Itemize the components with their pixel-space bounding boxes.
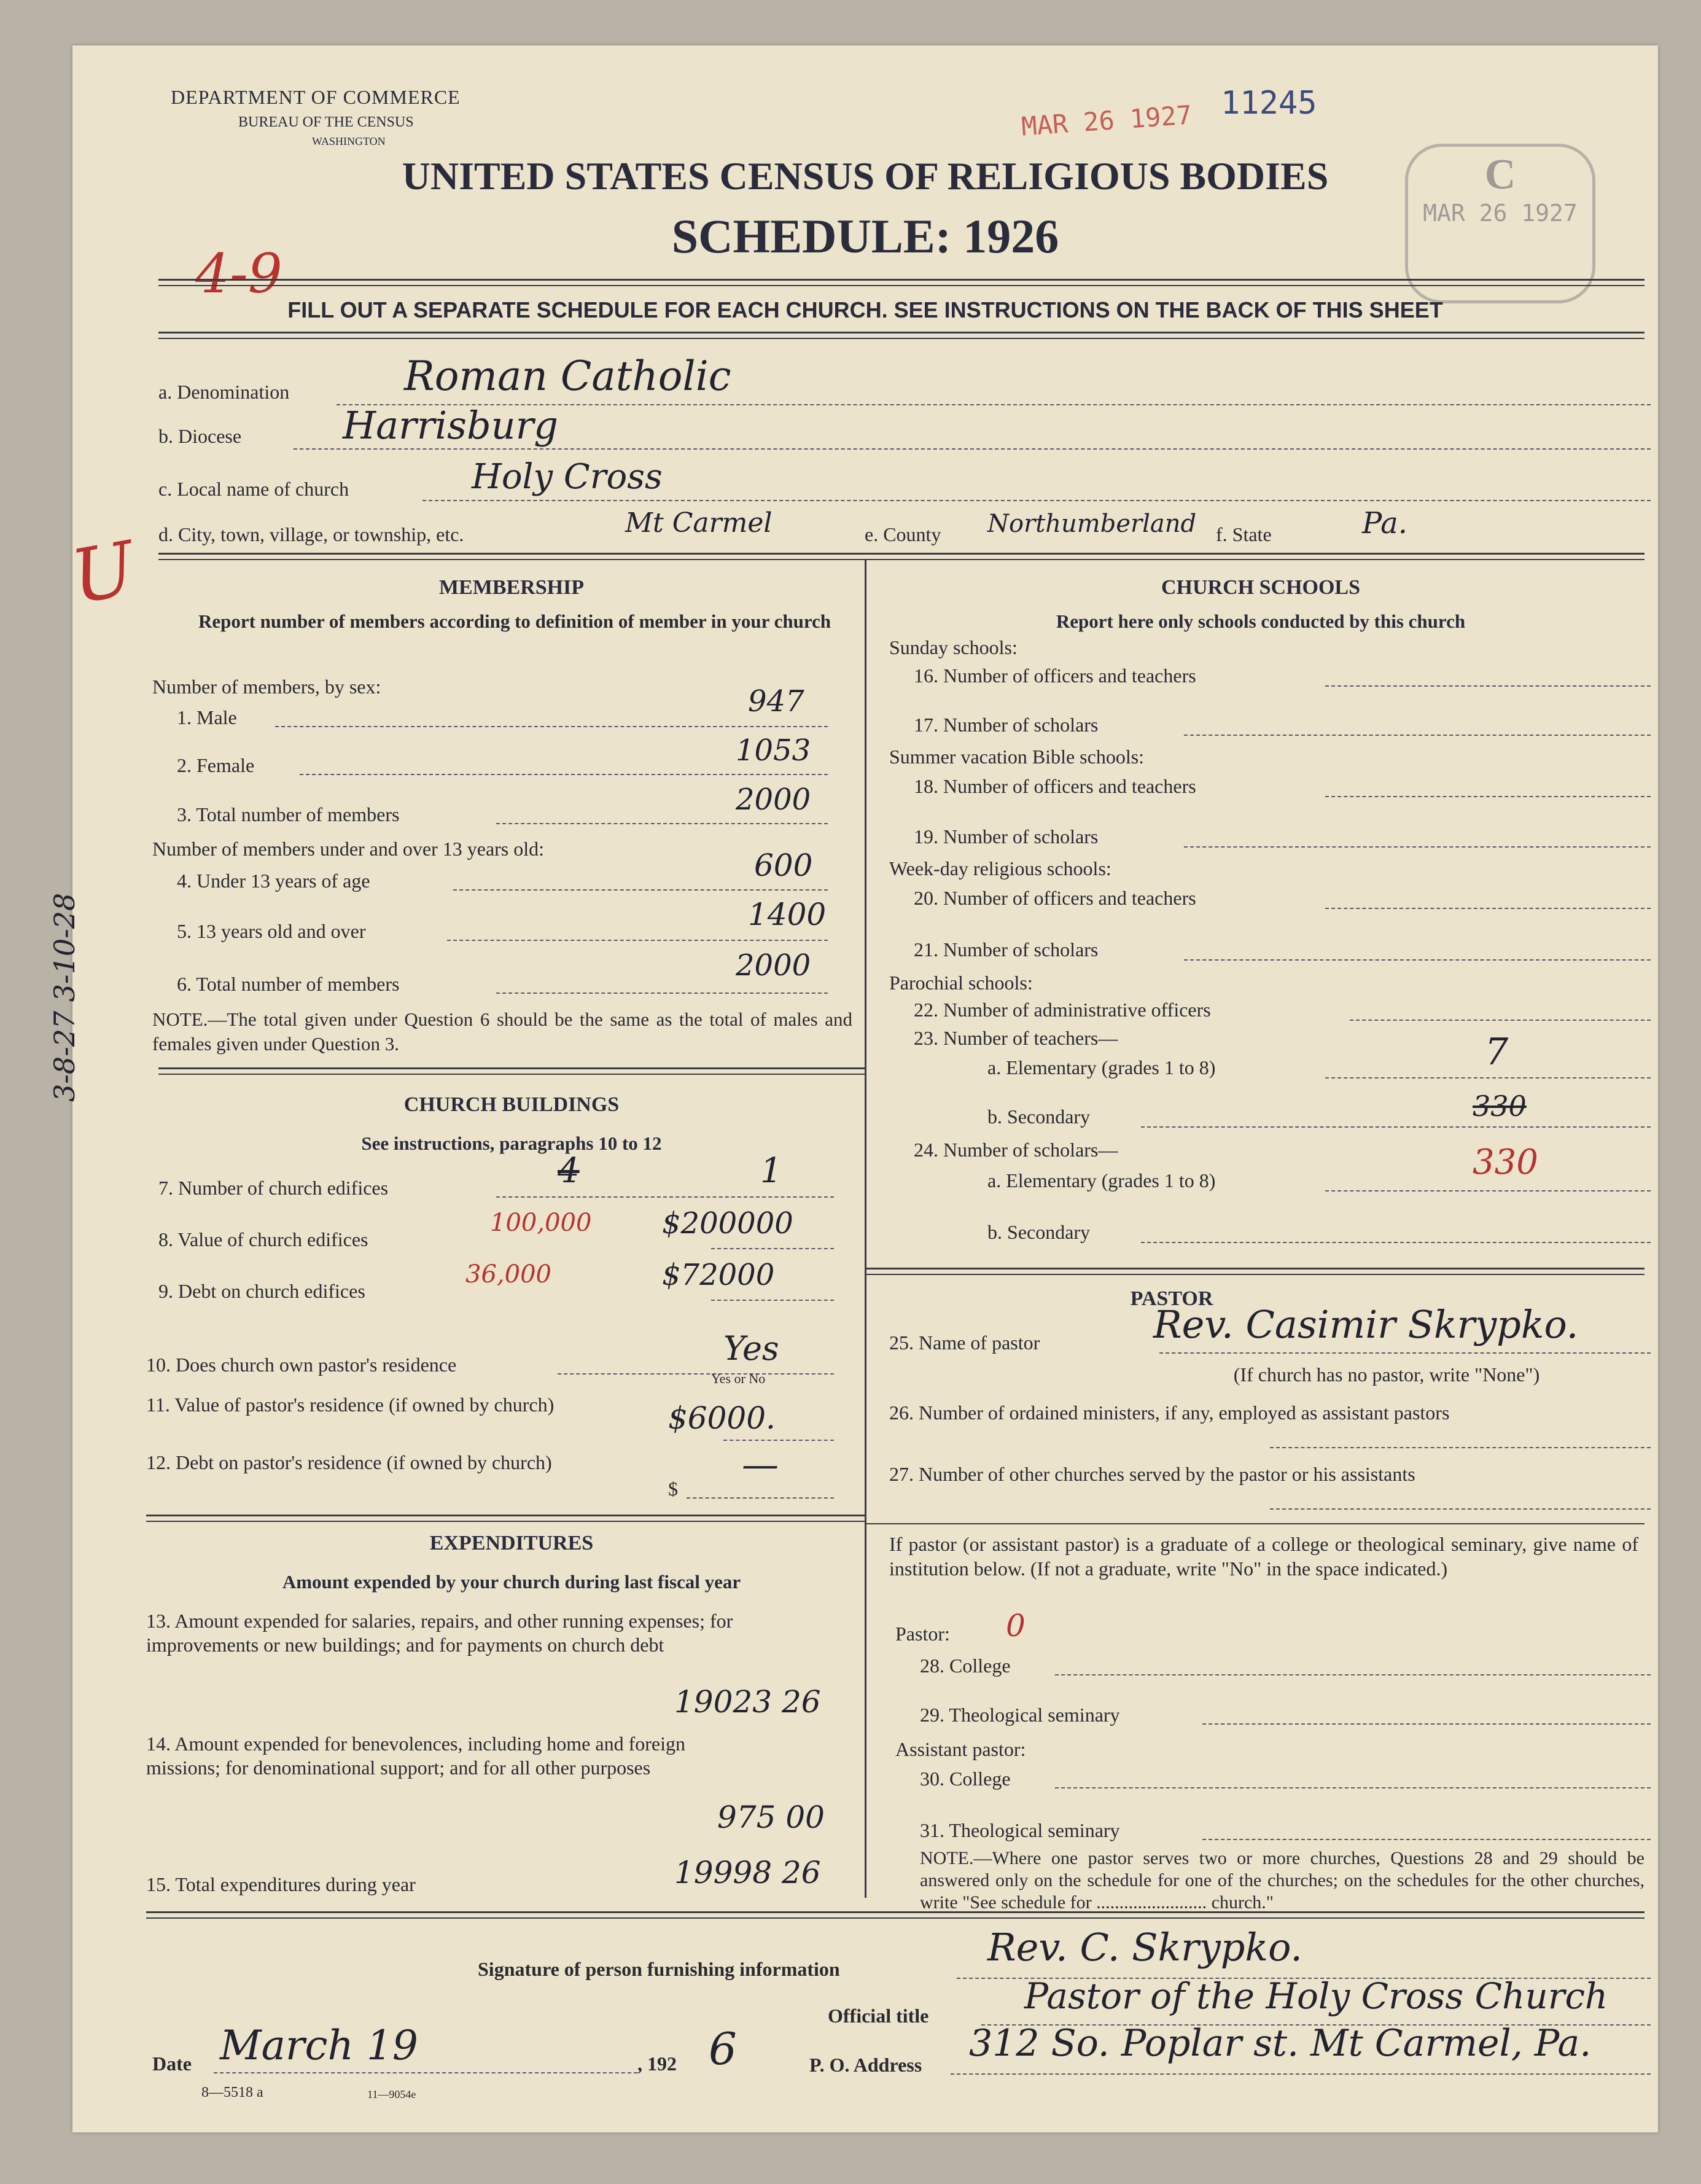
fill-line [453,889,828,891]
fill-line [711,1248,834,1249]
fill-line [300,774,828,775]
summer-schools-heading: Summer vacation Bible schools: [889,746,1145,768]
fill-line [422,500,1651,501]
total-expenditures-value[interactable]: 19998 26 [674,1855,821,1890]
bureau-heading: BUREAU OF THE CENSUS [238,114,414,130]
teachers-heading: 23. Number of teachers— [914,1027,1118,1049]
rule [158,559,1645,560]
buildings-subtitle: See instructions, paragraphs 10 to 12 [361,1133,662,1154]
fill-line [1141,1126,1651,1128]
scholars-secondary-label: b. Secondary [987,1221,1091,1243]
side-note: 3-8-27 3-10-28 [48,892,81,1102]
expenditures-subtitle: Amount expended by your church during last fiscal year [282,1571,741,1593]
pastor-edu-value[interactable]: 0 [1006,1608,1026,1644]
column-divider [865,559,866,1898]
print-number: 11—9054e [367,2088,416,2100]
diocese-value[interactable]: Harrisburg [343,403,558,448]
expenditures-title: EXPENDITURES [429,1532,594,1554]
edifices-count-value[interactable]: 1 [760,1151,782,1191]
edifices-debt-small[interactable]: 36,000 [465,1260,551,1289]
fill-line [1184,735,1651,736]
census-schedule-sheet [48,45,1658,2132]
form-title: UNITED STATES CENSUS OF RELIGIOUS BODIES [402,154,1329,198]
fill-line [723,1440,834,1441]
rule [146,1515,865,1516]
running-expenses-label: 13. Amount expended for salaries, repairs, and other running expenses; for improvements or new buildings; and for payments on church debt [146,1610,733,1656]
graduate-note: If pastor (or assistant pastor) is a graduate of a college or theological seminary, give name of institution below. (If not a graduate, write "No" in the space indicated.) [889,1533,1638,1580]
pastor-note: NOTE.—Where one pastor serves two or more churches, Questions 28 and 29 should be answered only on the schedule for one of the churches; on the schedules for the other churches, write "See schedule for ........................ church." [920,1848,1645,1913]
fill-line [1325,908,1651,909]
diocese-label: b. Diocese [158,425,242,447]
admin-officers-label: 22. Number of administrative officers [914,999,1211,1021]
city-label: d. City, town, village, or township, etc. [158,523,464,545]
fill-line [1270,1508,1651,1510]
state-label: f. State [1216,523,1272,545]
teachers-elementary-value[interactable]: 7 [1485,1031,1509,1074]
pastor-name-value[interactable]: Rev. Casimir Skrypko. [1153,1302,1579,1347]
assistant-college-label: 30. College [920,1768,1011,1790]
under-13-label: 4. Under 13 years of age [177,870,370,892]
total-expenditures-label: 15. Total expenditures during year [146,1873,416,1895]
female-value[interactable]: 1053 [736,733,811,768]
fill-line [447,940,828,941]
local-name-label: c. Local name of church [158,478,349,500]
assistant-edu-label: Assistant pastor: [895,1738,1026,1760]
parochial-schools-heading: Parochial schools: [889,972,1033,994]
red-note: 4-9 [195,242,282,305]
margin-mark: U [65,526,142,621]
form-number: 8—5518 a [201,2085,263,2100]
rule [158,338,1645,339]
stamp-letter: C [1484,151,1516,198]
rule [865,1268,1645,1269]
total-by-age-label: 6. Total number of members [177,973,400,995]
rule [158,279,1645,281]
female-label: 2. Female [177,754,255,776]
sunday-schools-heading: Sunday schools: [889,636,1018,658]
rule [146,1911,1645,1913]
rule [146,1521,865,1522]
edifices-debt-value[interactable]: $72000 [662,1258,775,1292]
teachers-secondary-value[interactable]: 330 [1473,1090,1527,1123]
residence-value[interactable]: $6000. [668,1400,776,1436]
fill-line [1055,1787,1651,1788]
total-members-value[interactable]: 2000 [736,782,811,817]
members-by-sex: Number of members, by sex: [152,676,381,698]
scholars-elementary-label: a. Elementary (grades 1 to 8) [987,1169,1216,1191]
official-title-value[interactable]: Pastor of the Holy Cross Church [1024,1975,1608,2017]
received-date-stamp: MAR 26 1927 [1020,99,1193,142]
scholars-elementary-value[interactable]: 330 [1473,1142,1538,1182]
fill-line [1325,796,1651,797]
edifices-value[interactable]: $200000 [662,1206,793,1241]
rule [158,1067,865,1069]
membership-intro: Report number of members according to definition of member in your church [198,610,831,632]
fill-line [1202,1723,1651,1725]
yes-no-hint: Yes or No [711,1371,766,1386]
fill-line [1350,1020,1651,1021]
fill-line [1184,846,1651,848]
fill-line [1202,1839,1651,1840]
denomination-label: a. Denomination [158,381,290,403]
benevolences-value[interactable]: 975 00 [717,1800,825,1835]
fill-line [1184,959,1651,961]
benevolences-label: 14. Amount expended for benevolences, including home and foreign missions; for denominational support; and for all other purposes [146,1733,685,1779]
over-13-value[interactable]: 1400 [748,897,827,932]
pastor-seminary-label: 29. Theological seminary [920,1704,1120,1726]
pastor-name-hint: (If church has no pastor, write "None") [1233,1363,1540,1386]
teachers-elementary-label: a. Elementary (grades 1 to 8) [987,1056,1216,1078]
schools-title: CHURCH SCHOOLS [1161,576,1360,599]
residence-debt-dollar: $ [668,1478,678,1500]
fill-line [687,1497,834,1499]
residence-value-label: 11. Value of pastor's residence (if owned by church) [146,1394,555,1416]
fill-line [1325,685,1651,687]
rule [146,1917,1645,1919]
edifices-value-label: 8. Value of church edifices [158,1228,368,1250]
summer-scholars-label: 19. Number of scholars [914,825,1099,848]
edifices-value-small[interactable]: 100,000 [490,1209,592,1237]
edifices-count-value-struck[interactable]: 4 [558,1151,580,1191]
pastor-college-label: 28. College [920,1655,1011,1677]
signature-value[interactable]: Rev. C. Skrypko. [987,1925,1303,1970]
state-value[interactable]: Pa. [1362,506,1408,540]
po-address-label: P. O. Address [809,2054,922,2076]
fill-line [558,1373,834,1375]
scholars-heading: 24. Number of scholars— [914,1139,1118,1161]
under-13-value[interactable]: 600 [754,848,813,883]
stamp-date: MAR 26 1927 [1423,200,1578,227]
fill-line [1325,1077,1651,1078]
po-address-value[interactable]: 312 So. Poplar st. Mt Carmel, Pa. [969,2022,1592,2065]
city-heading: WASHINGTON [312,135,386,147]
serial-number: 11245 [1221,85,1317,122]
fill-line [214,2072,637,2073]
fill-line [1325,1190,1651,1191]
city-value[interactable]: Mt Carmel [625,507,773,539]
running-expenses-value[interactable]: 19023 26 [674,1684,821,1720]
year-prefix: , 192 [637,2053,677,2075]
weekday-scholars-label: 21. Number of scholars [914,938,1099,961]
pastor-edu-label: Pastor: [895,1623,950,1645]
owns-residence-value[interactable]: Yes [723,1329,779,1368]
date-label: Date [152,2053,192,2075]
rule [865,1523,1645,1524]
assistant-seminary-label: 31. Theological seminary [920,1819,1120,1841]
owns-residence-label: 10. Does church own pastor's residence [146,1354,457,1376]
rule [865,1274,1645,1275]
schools-subtitle: Report here only schools conducted by this church [1056,610,1466,632]
fill-line [1055,1674,1651,1675]
fill-line [294,448,1651,450]
fill-line [496,993,828,994]
rule [158,332,1645,333]
department-heading: DEPARTMENT OF COMMERCE [171,86,461,108]
fill-line [711,1300,834,1301]
sunday-teachers-label: 16. Number of officers and teachers [914,665,1196,687]
fill-line [275,726,828,727]
summer-teachers-label: 18. Number of officers and teachers [914,775,1196,797]
rule [158,285,1645,286]
fill-line [951,2073,1651,2075]
weekday-teachers-label: 20. Number of officers and teachers [914,887,1196,909]
date-value[interactable]: March 19 [220,2022,418,2069]
rule [158,1074,865,1075]
pastor-name-label: 25. Name of pastor [889,1332,1040,1354]
residence-debt-value[interactable]: — [742,1443,779,1486]
male-label: 1. Male [177,706,237,728]
fill-line [1159,1352,1651,1354]
fill-line [496,1196,834,1198]
total-members-label: 3. Total number of members [177,803,400,825]
residence-debt-label: 12. Debt on pastor's residence (if owned by church) [146,1451,552,1473]
rule [158,553,1645,555]
instruction-line: FILL OUT A SEPARATE SCHEDULE FOR EACH CHURCH. SEE INSTRUCTIONS ON THE BACK OF THIS SHEET [287,297,1443,322]
membership-note: NOTE.—The total given under Question 6 should be the same as the total of males and females given under Question 3. [152,1008,852,1055]
weekday-schools-heading: Week-day religious schools: [889,857,1111,879]
signature-label: Signature of person furnishing information [478,1958,840,1980]
denomination-value[interactable]: Roman Catholic [404,353,731,400]
county-label: e. County [865,523,941,545]
buildings-title: CHURCH BUILDINGS [403,1093,620,1116]
local-name-value[interactable]: Holy Cross [472,457,663,497]
edifices-debt-label: 9. Debt on church edifices [158,1280,365,1302]
teachers-secondary-label: b. Secondary [987,1106,1091,1128]
edifices-count-label: 7. Number of church edifices [158,1177,389,1199]
male-value[interactable]: 947 [748,684,804,719]
fill-line [1141,1242,1651,1243]
total-by-age-value[interactable]: 2000 [736,948,811,983]
sunday-scholars-label: 17. Number of scholars [914,714,1099,736]
fill-line [1270,1447,1651,1448]
over-13-label: 5. 13 years old and over [177,920,366,942]
age-intro: Number of members under and over 13 years old: [152,838,545,860]
year-digit[interactable]: 6 [709,2023,737,2075]
county-value[interactable]: Northumberland [987,510,1197,538]
fill-line [496,823,828,824]
pastor-title: PASTOR [1130,1287,1213,1310]
other-churches-label: 27. Number of other churches served by the pastor or his assistants [889,1463,1415,1485]
official-title-label: Official title [828,2005,929,2027]
schedule-title: SCHEDULE: 1926 [671,209,1059,263]
membership-title: MEMBERSHIP [438,576,585,599]
assistant-ministers-label: 26. Number of ordained ministers, if any, employed as assistant pastors [889,1402,1450,1424]
